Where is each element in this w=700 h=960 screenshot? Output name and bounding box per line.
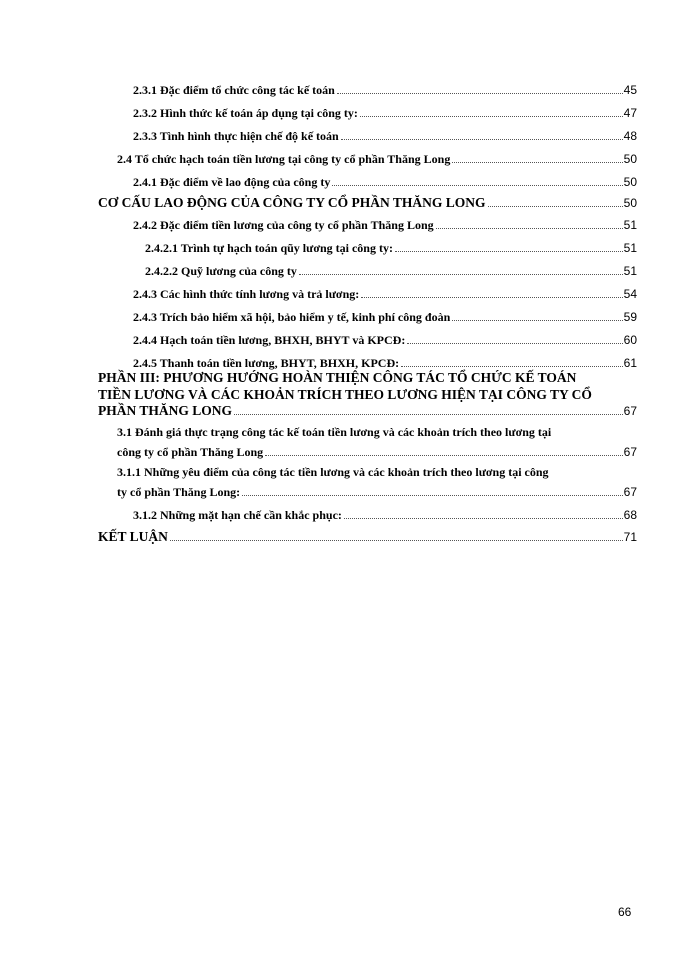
toc-page-number: 50 — [623, 175, 637, 189]
toc-entry-title: 2.3.2 Hình thức kế toán áp dụng tại công ty: — [133, 106, 358, 120]
toc-entry-2-3-2[interactable] — [133, 106, 637, 120]
toc-page-number: 59 — [623, 310, 637, 324]
toc-page-number: 68 — [623, 508, 637, 522]
toc-page-number: 45 — [623, 83, 637, 97]
toc-entry-title: 2.4.2 Đặc điểm tiền lương của công ty cổ phần Thăng Long — [133, 218, 434, 232]
toc-entry-title: 2.3.3 Tình hình thực hiện chế độ kế toán — [133, 129, 339, 143]
toc-page-number: 54 — [623, 287, 637, 301]
toc-entry-title: 2.4.4 Hạch toán tiền lương, BHXH, BHYT và KPCĐ: — [133, 333, 406, 347]
toc-entry-2-4-4[interactable] — [133, 333, 637, 347]
toc-entry-3-1-line-1[interactable]: 3.1 Đánh giá thực trạng công tác kế toán tiền lương và các khoản trích theo lương tại — [117, 425, 552, 439]
toc-leader-dots — [344, 518, 623, 519]
toc-entry-title: 2.4.3 Trích bảo hiểm xã hội, bảo hiểm y tế, kinh phí công đoàn — [133, 310, 451, 324]
toc-entry-phan-iii[interactable] — [98, 404, 637, 418]
toc-leader-dots — [401, 366, 623, 367]
toc-page-number: 51 — [623, 241, 637, 255]
toc-leader-dots — [360, 116, 623, 117]
toc-leader-dots — [488, 206, 623, 207]
toc-page-number: 67 — [623, 485, 637, 499]
toc-entry-2-4-3-bhxh[interactable] — [133, 310, 637, 324]
toc-page-number: 67 — [623, 445, 637, 459]
toc-page-number: 60 — [623, 333, 637, 347]
toc-entry-ket-luan[interactable] — [98, 530, 637, 544]
toc-entry-3-1[interactable] — [117, 445, 637, 459]
page-number: 66 — [618, 905, 632, 919]
toc-leader-dots — [299, 274, 623, 275]
toc-entry-title: 2.3.1 Đặc điểm tổ chức công tác kế toán — [133, 83, 335, 97]
toc-entry-2-4-2-1[interactable] — [145, 241, 637, 255]
toc-entry-2-4-2[interactable] — [133, 218, 637, 232]
toc-page-number: 47 — [623, 106, 637, 120]
toc-entry-title: 2.4.3 Các hình thức tính lương và trả lương: — [133, 287, 360, 301]
toc-leader-dots — [337, 93, 623, 94]
toc-page-number: 51 — [623, 264, 637, 278]
toc-entry-2-4-5[interactable] — [133, 356, 637, 370]
toc-leader-dots — [341, 139, 623, 140]
toc-entry-2-3-1[interactable] — [133, 83, 637, 97]
toc-leader-dots — [265, 455, 622, 456]
toc-entry-2-4[interactable] — [117, 152, 637, 166]
toc-leader-dots — [407, 343, 622, 344]
toc-entry-2-4-2-2[interactable] — [145, 264, 637, 278]
toc-entry-title: 3.1.2 Những mặt hạn chế cần khắc phục: — [133, 508, 342, 522]
toc-entry-3-1-1-line-1[interactable]: 3.1.1 Những yêu điểm của công tác tiền lương và các khoản trích theo lương tại công — [117, 465, 549, 479]
toc-entry-3-1-2[interactable] — [133, 508, 637, 522]
toc-entry-title: PHẦN THĂNG LONG — [98, 403, 233, 418]
toc-entry-3-1-1[interactable] — [117, 485, 637, 499]
toc-entry-2-4-1[interactable] — [133, 175, 637, 189]
toc-page-number: 71 — [623, 530, 637, 544]
toc-entry-co-cau-lao-dong[interactable] — [98, 196, 637, 210]
toc-leader-dots — [436, 228, 623, 229]
toc-entry-title: 2.4.2.2 Quỹ lương của công ty — [145, 264, 297, 278]
toc-leader-dots — [452, 320, 622, 321]
toc-page-number: 67 — [623, 404, 637, 418]
toc-leader-dots — [332, 185, 622, 186]
toc-entry-phan-iii-line-1[interactable]: PHẦN III: PHƯƠNG HƯỚNG HOÀN THIỆN CÔNG TÁC TỔ CHỨC KẾ TOÁN — [98, 370, 577, 385]
toc-leader-dots — [361, 297, 622, 298]
toc-leader-dots — [242, 495, 622, 496]
toc-entry-title: ty cổ phần Thăng Long: — [117, 485, 241, 499]
toc-leader-dots — [452, 162, 622, 163]
toc-page-number: 48 — [623, 129, 637, 143]
toc-entry-title: KẾT LUẬN — [98, 529, 168, 544]
toc-entry-title: 2.4.2.1 Trình tự hạch toán qũy lương tại công ty: — [145, 241, 393, 255]
toc-entry-title: công ty cổ phần Thăng Long — [117, 445, 264, 459]
toc-page-number: 61 — [623, 356, 637, 370]
toc-entry-title: 2.4 Tổ chức hạch toán tiền lương tại công ty cổ phần Thăng Long — [117, 152, 451, 166]
toc-entry-title: 2.4.1 Đặc điểm về lao động của công ty — [133, 175, 331, 189]
toc-entry-phan-iii-line-2[interactable]: TIỀN LƯƠNG VÀ CÁC KHOẢN TRÍCH THEO LƯƠNG HIỆN TẠI CÔNG TY CỔ — [98, 387, 592, 402]
toc-page-number: 51 — [623, 218, 637, 232]
toc-leader-dots — [170, 540, 623, 541]
toc-entry-title: CƠ CẤU LAO ĐỘNG CỦA CÔNG TY CỔ PHẦN THĂNG LONG — [98, 195, 486, 210]
toc-leader-dots — [395, 251, 623, 252]
toc-entry-2-3-3[interactable] — [133, 129, 637, 143]
toc-page-number: 50 — [623, 196, 637, 210]
toc-entry-2-4-3[interactable] — [133, 287, 637, 301]
toc-page-number: 50 — [623, 152, 637, 166]
toc-entry-title: 2.4.5 Thanh toán tiền lương, BHYT, BHXH, KPCĐ: — [133, 356, 400, 370]
toc-leader-dots — [234, 414, 623, 415]
